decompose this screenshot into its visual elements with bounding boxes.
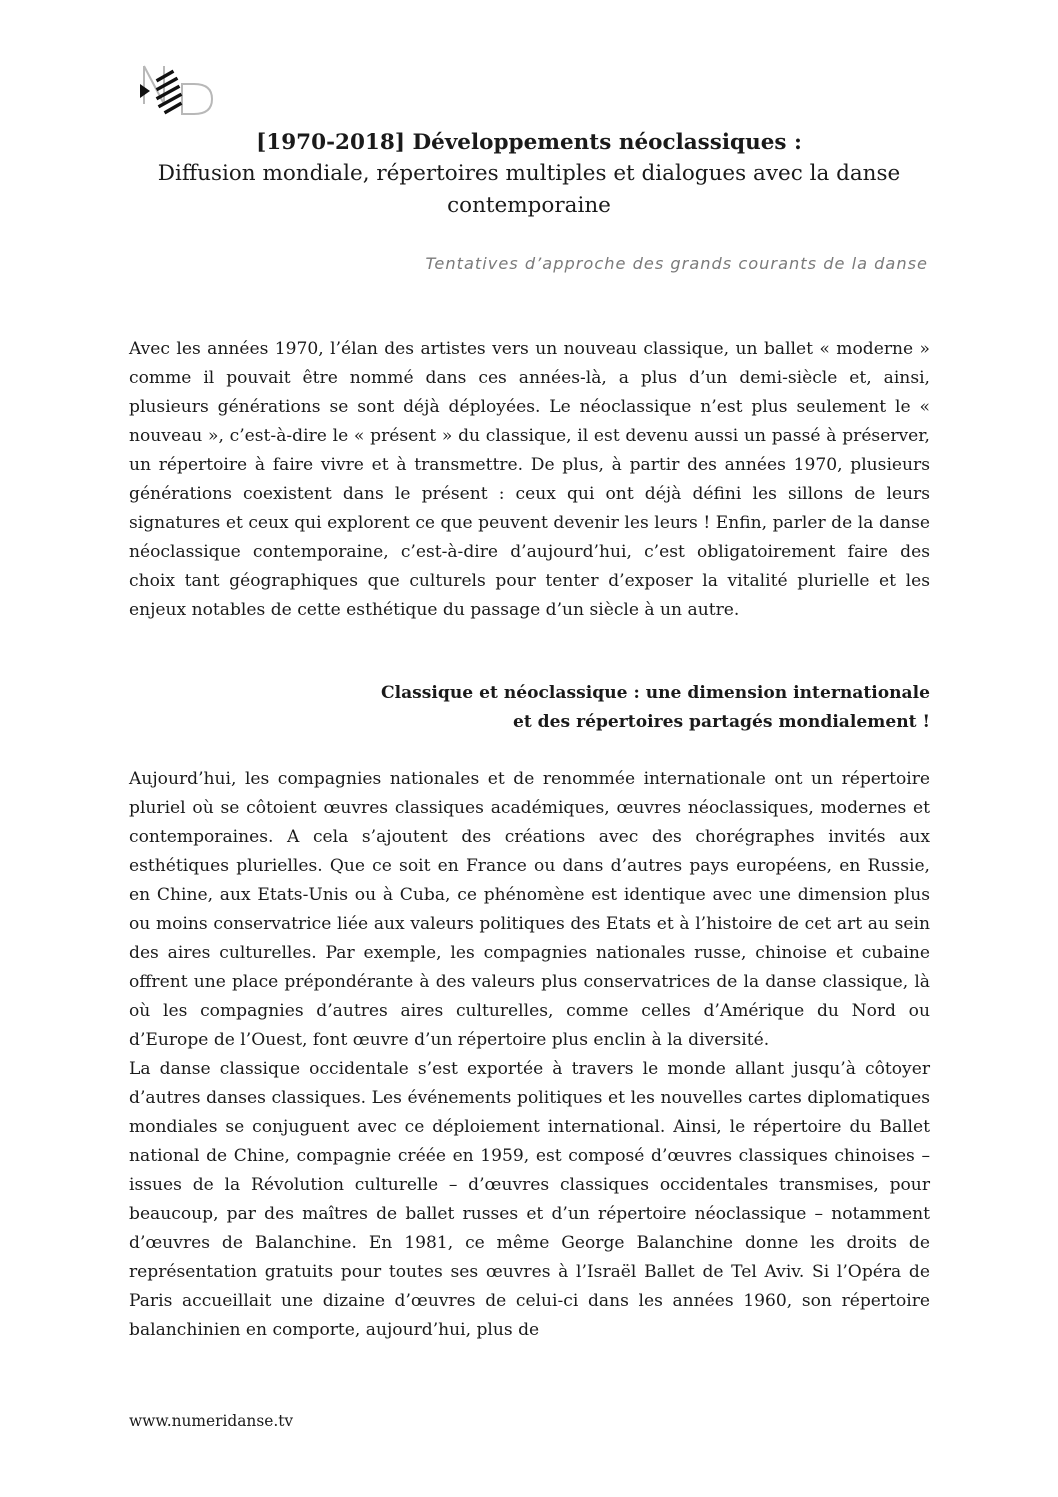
section-body [129, 765, 930, 1345]
section-heading [381, 679, 930, 737]
paragraph-intro: Avec les années 1970, l’élan des artistes vers un nouveau classique, un ballet « moderne » comme il pouvait être nommé dans ces années-là, a plus d’un demi-siècle et, ainsi, plusieurs générations se sont déjà déployées. Le néoclassique n’est plus seulement le « nouveau », c’est-à-dire le « présent » du classique, il est devenu aussi un passé à préserver, un répertoire à faire vivre et à transmettre. De plus, à partir des années 1970, plusieurs générations coexistent dans le présent : ceux qui ont déjà défini les sillons de leurs signatures et ceux qui explorent ce que peuvent devenir les leurs ! Enfin, parler de la danse néoclassique contemporaine, c’est-à-dire d’aujourd’hui, c’est obligatoirement faire des choix tant géographiques que culturels pour tenter d’exposer la vitalité plurielle et les enjeux notables de cette esthétique du passage d’un siècle à un autre. [129, 339, 930, 620]
section-heading-line-2: et des répertoires partagés mondialement ! [512, 712, 930, 732]
numeridanse-logo [138, 64, 216, 116]
subtitle-line-1: Diffusion mondiale, répertoires multiples et dialogues avec la danse [157, 161, 901, 186]
paragraph-repertoires: Aujourd’hui, les compagnies nationales et de renommée internationale ont un répertoire pluriel où se côtoient œuvres classiques académiques, œuvres néoclassiques, modernes et contemporaines. A cela s’ajoutent des créations avec des chorégraphes invités aux esthétiques plurielles. Que ce soit en France ou dans d’autres pays européens, en Russie, en Chine, aux Etats-Unis ou à Cuba, ce phénomène est identique avec une dimension plus ou moins conservatrice liée aux valeurs politiques des Etats et à l’histoire de cet art au sein des aires culturelles. Par exemple, les compagnies nationales russe, chinoise et cubaine offrent une place prépondérante à des valeurs plus conservatrices de la danse classique, là où les compagnies d’autres aires culturelles, comme celles d’Amérique du Nord ou d’Europe de l’Ouest, font œuvre d’un répertoire plus enclin à la diversité. [129, 769, 930, 1050]
page-title: [1970-2018] Développements néoclassiques : [256, 130, 802, 155]
subtitle-line-2: contemporaine [447, 193, 611, 218]
paragraph-export: La danse classique occidentale s’est exportée à travers le monde allant jusqu’à côtoyer d’autres danses classiques. Les événements politiques et les nouvelles cartes diplomatiques mondiales se conjuguent avec ce déploiement international. Ainsi, le répertoire du Ballet national de Chine, compagnie créée en 1959, est composé d’œuvres classiques chinoises – issues de la Révolution culturelle – d’œuvres classiques occidentales transmises, pour beaucoup, par des maîtres de ballet russes et d’un répertoire néoclassique – notamment d’œuvres de Balanchine. En 1981, ce même George Balanchine donne les droits de représentation gratuits pour toutes ses œuvres à l’Israël Ballet de Tel Aviv. Si l’Opéra de Paris accueillait une dizaine d’œuvres de celui-ci dans les années 1960, son répertoire balanchinien en comporte, aujourd’hui, plus de [129, 1059, 930, 1340]
title-block [128, 128, 930, 222]
footer-url[interactable]: www.numeridanse.tv [129, 1412, 294, 1430]
section-heading-line-1: Classique et néoclassique : une dimension internationale [380, 683, 930, 703]
tagline: Tentatives d’approche des grands courants de la danse [425, 254, 928, 273]
